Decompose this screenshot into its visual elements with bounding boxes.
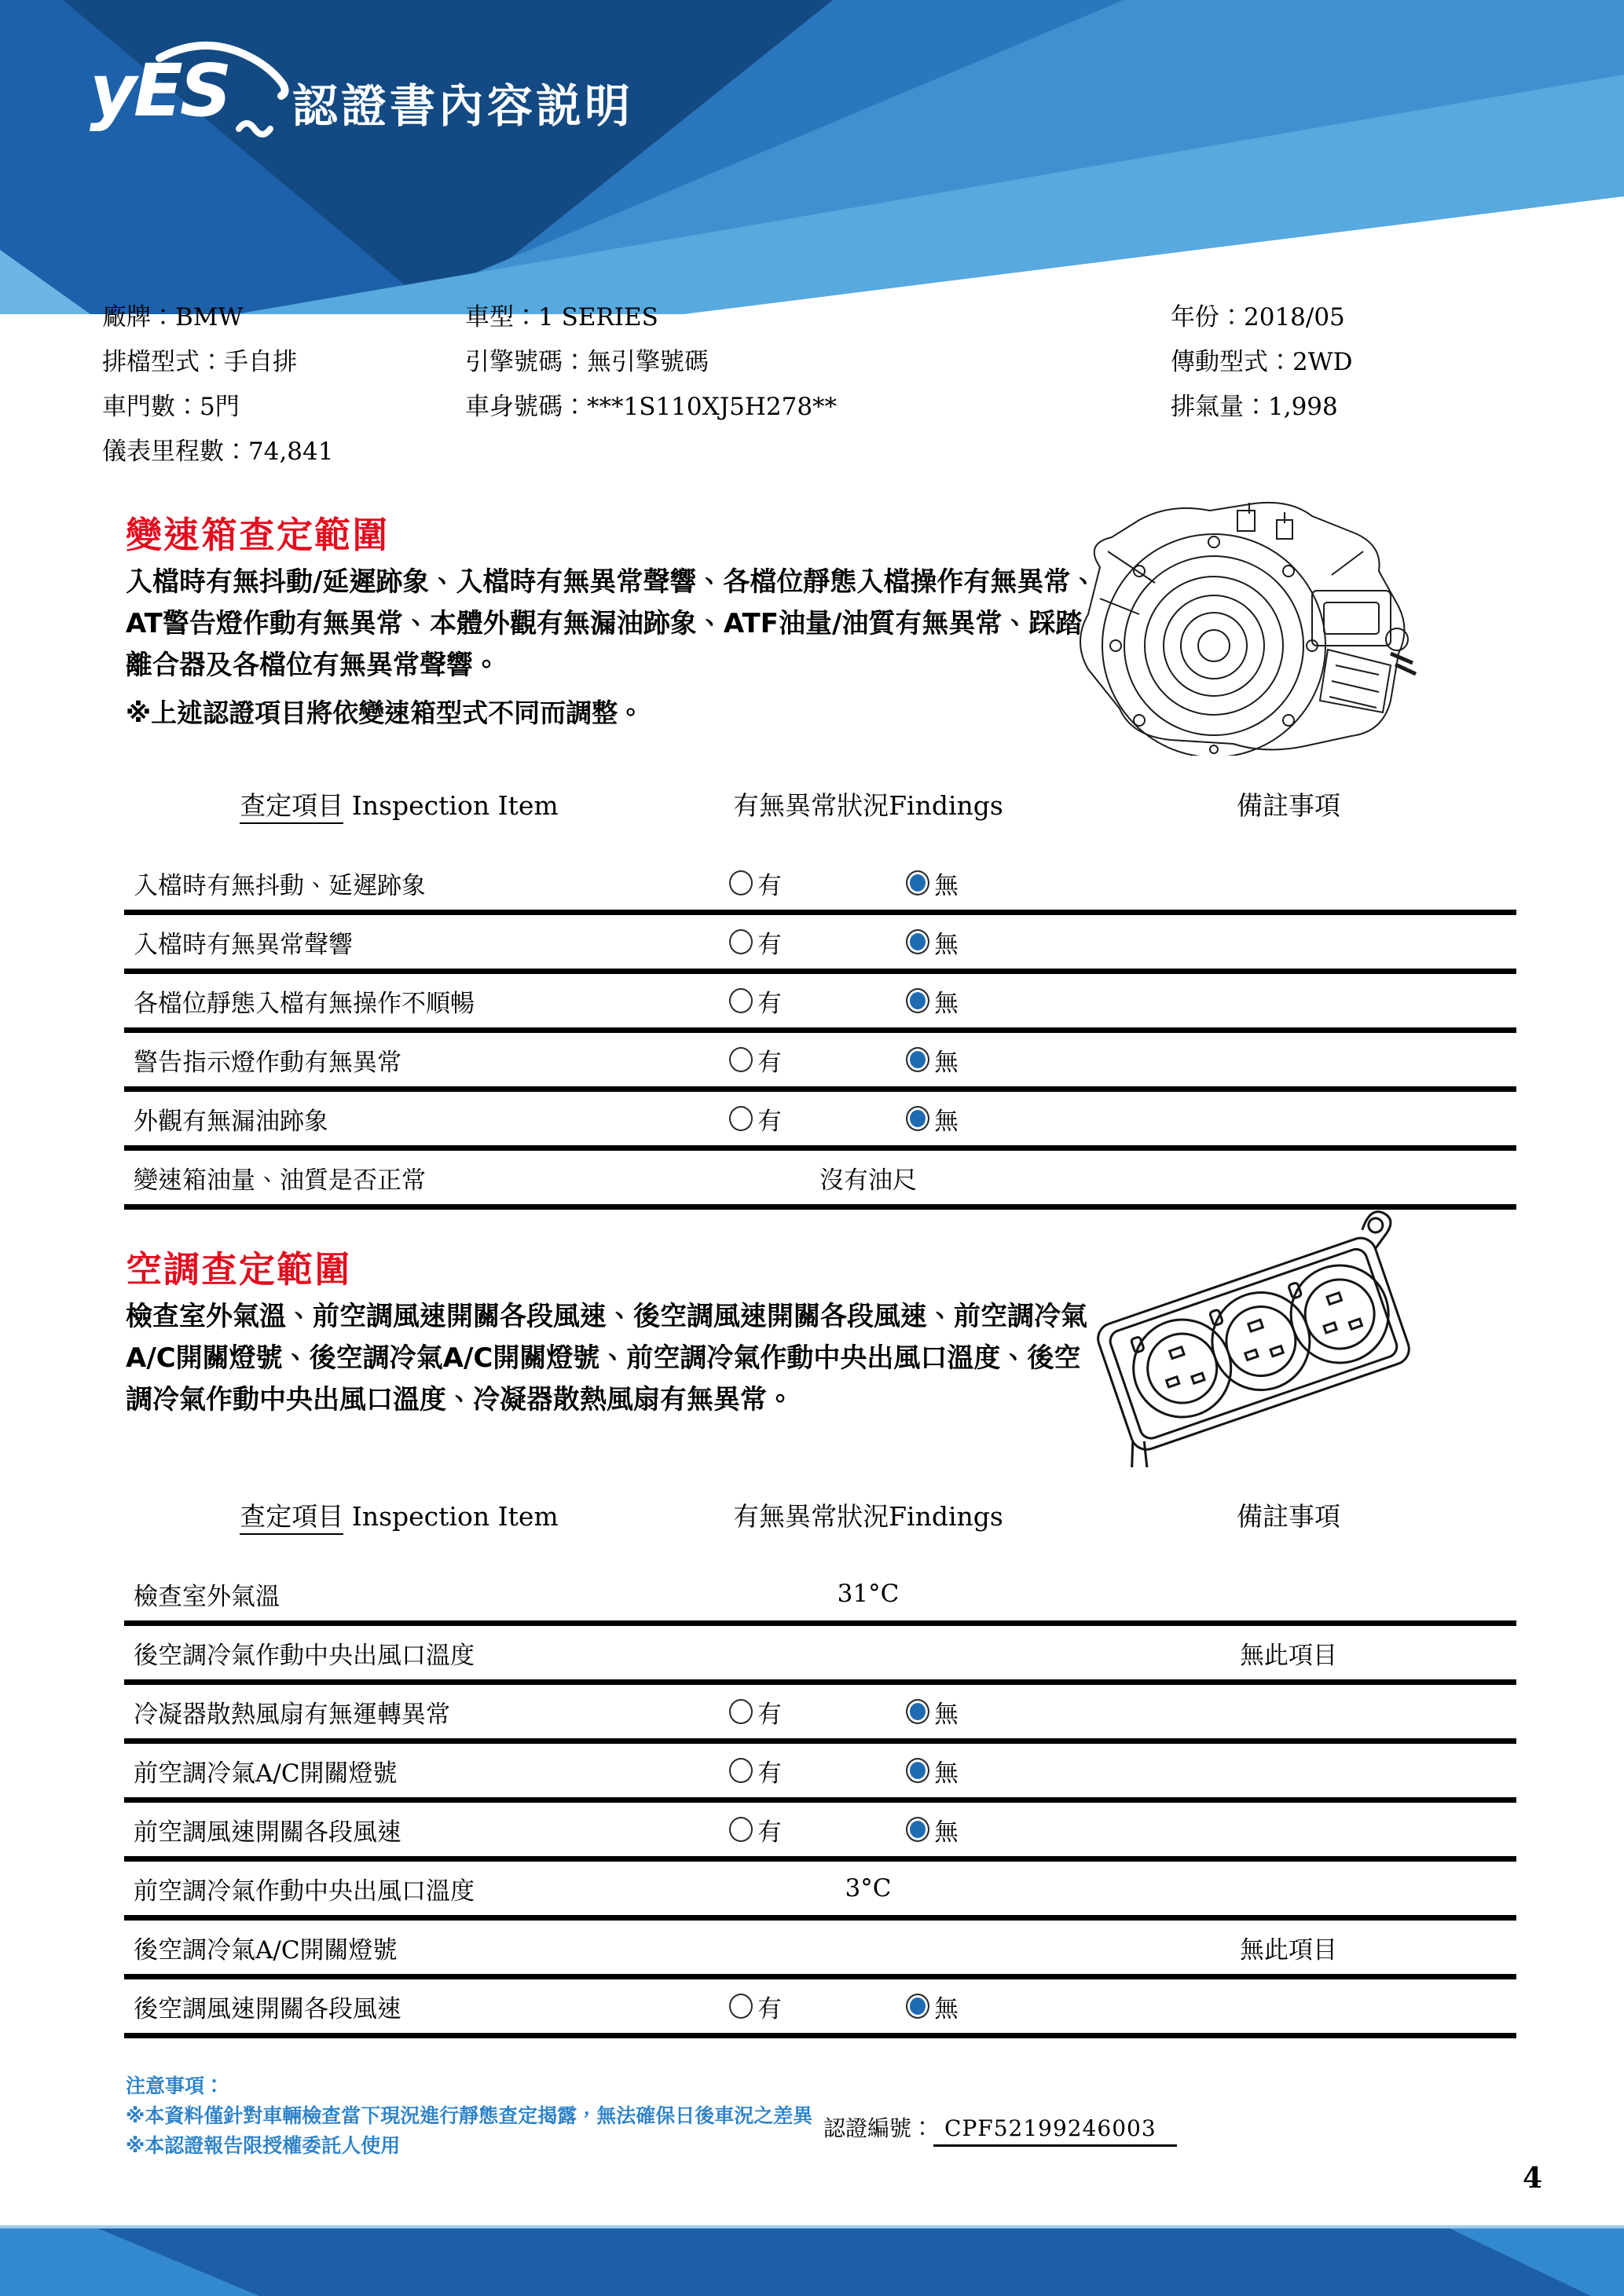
table-row <box>124 1567 1516 1626</box>
inspection-item-label: 冷凝器散熱風扇有無運轉異常 <box>134 1700 450 1729</box>
radio-none-label: 無 <box>934 1994 959 2023</box>
radio-none-label: 無 <box>934 989 959 1018</box>
findings-radio-group <box>729 1033 1083 1086</box>
column-header-findings: 有無異常狀況Findings <box>733 790 1003 821</box>
radio-none-label: 無 <box>934 1818 959 1847</box>
section-transmission-note: ※上述認證項目將依變速箱型式不同而調整。 <box>126 698 644 728</box>
page-number: 4 <box>1523 2162 1543 2195</box>
radio-none-selected[interactable] <box>906 988 929 1013</box>
certificate-number-line <box>823 2111 1177 2143</box>
column-header-findings: 有無異常狀況Findings <box>733 1501 1003 1532</box>
radio-none-label: 無 <box>934 1700 959 1729</box>
radio-has-label: 有 <box>757 1048 782 1077</box>
findings-radio-group <box>729 1744 1083 1797</box>
page-header <box>0 0 1624 314</box>
note-text: 無此項目 <box>1240 1641 1337 1670</box>
inspection-item-label: 入檔時有無抖動、延遲跡象 <box>134 871 426 900</box>
column-header-inspection-item: 查定項目 Inspection Item <box>124 1496 674 1533</box>
ac-inspection-table <box>124 1489 1516 2038</box>
finding-text: 3°C <box>845 1874 892 1902</box>
radio-none-selected[interactable] <box>906 1994 929 2019</box>
footer-band-graphic <box>0 2225 1624 2296</box>
inspection-item-label: 入檔時有無異常聲響 <box>134 930 353 959</box>
table-row <box>124 1921 1516 1979</box>
radio-has[interactable] <box>729 1106 753 1131</box>
notice-line-1: ※本資料僅針對車輛檢查當下現況進行靜態查定揭露，無法確保日後車況之差異 <box>126 2104 813 2127</box>
table-row <box>124 1685 1516 1744</box>
radio-has[interactable] <box>729 988 753 1013</box>
section-transmission-description: 入檔時有無抖動/延遲跡象、入檔時有無異常聲響、各檔位靜態入檔操作有無異常、AT警告燈作動有無異常、本體外觀有無漏油跡象、ATF油量/油質有無異常、踩踏離合器及各檔位有無異常聲響。 <box>126 566 1098 681</box>
radio-has[interactable] <box>729 1047 753 1072</box>
info-vin: 車身號碼：***1S110XJ5H278** <box>465 393 838 421</box>
finding-text: 沒有油尺 <box>819 1166 917 1195</box>
inspection-item-label: 前空調風速開關各段風速 <box>134 1818 401 1847</box>
radio-has-label: 有 <box>757 1700 782 1729</box>
radio-has-label: 有 <box>757 1759 782 1788</box>
section-transmission-heading: 變速箱查定範圍 <box>126 514 390 556</box>
inspection-item-label: 後空調冷氣A/C開關燈號 <box>134 1935 398 1965</box>
table-row <box>124 1979 1516 2038</box>
certificate-number-value: CPF52199246003 <box>933 2115 1177 2147</box>
radio-none-label: 無 <box>934 1759 959 1788</box>
yes-logo <box>85 41 297 143</box>
inspection-item-label: 外觀有無漏油跡象 <box>134 1107 328 1136</box>
radio-has-label: 有 <box>757 1107 782 1136</box>
table-row <box>124 1033 1516 1092</box>
radio-has[interactable] <box>729 1817 753 1842</box>
radio-none-selected[interactable] <box>906 870 929 895</box>
table-row <box>124 974 1516 1033</box>
table-row <box>124 856 1516 915</box>
table-row <box>124 1803 1516 1862</box>
info-gearbox-type: 排檔型式：手自排 <box>102 348 297 376</box>
findings-radio-group <box>729 856 1083 910</box>
inspection-item-label: 後空調風速開關各段風速 <box>134 1994 401 2023</box>
radio-has[interactable] <box>729 929 753 954</box>
inspection-item-label: 警告指示燈作動有無異常 <box>134 1048 401 1077</box>
inspection-item-label: 變速箱油量、油質是否正常 <box>134 1166 426 1195</box>
note-text: 無此項目 <box>1240 1935 1337 1965</box>
inspection-item-label: 各檔位靜態入檔有無操作不順暢 <box>134 989 475 1018</box>
radio-none-selected[interactable] <box>906 1106 929 1131</box>
radio-has-label: 有 <box>757 1818 782 1847</box>
radio-none-label: 無 <box>934 1048 959 1077</box>
info-doors: 車門數：5門 <box>102 393 240 421</box>
info-drivetrain: 傳動型式：2WD <box>1171 348 1353 376</box>
findings-radio-group <box>729 1979 1083 2033</box>
table-row <box>124 1744 1516 1803</box>
radio-has-label: 有 <box>757 989 782 1018</box>
findings-radio-group <box>729 1685 1083 1738</box>
page-title: 認證書內容説明 <box>292 79 634 133</box>
radio-none-selected[interactable] <box>906 1817 929 1842</box>
section-ac-description: 檢查室外氣溫、前空調風速開關各段風速、後空調風速開關各段風速、前空調冷氣A/C開關燈號、後空調冷氣A/C開關燈號、前空調冷氣作動中央出風口溫度、後空調冷氣作動中央出風口溫度、冷凝器散熱風扇有無異常。 <box>126 1301 1087 1415</box>
radio-none-selected[interactable] <box>906 1758 929 1783</box>
radio-has[interactable] <box>729 870 753 895</box>
column-header-inspection-item: 查定項目 Inspection Item <box>124 785 674 822</box>
radio-none-label: 無 <box>934 930 959 959</box>
ac-control-illustration <box>1078 1200 1424 1467</box>
findings-radio-group <box>729 1803 1083 1856</box>
column-header-notes: 備註事項 <box>1237 790 1340 821</box>
transmission-illustration <box>1053 496 1422 756</box>
inspection-item-label: 後空調冷氣作動中央出風口溫度 <box>134 1641 475 1670</box>
finding-text: 31°C <box>837 1580 900 1608</box>
radio-none-selected[interactable] <box>906 1699 929 1724</box>
findings-radio-group <box>729 915 1083 969</box>
inspection-item-label: 檢查室外氣溫 <box>134 1582 280 1611</box>
radio-none-label: 無 <box>934 1107 959 1136</box>
certificate-number-label: 認證編號： <box>823 2115 934 2141</box>
radio-has-label: 有 <box>757 1994 782 2023</box>
radio-none-selected[interactable] <box>906 1047 929 1072</box>
table-row <box>124 1626 1516 1685</box>
inspection-item-label: 前空調冷氣作動中央出風口溫度 <box>134 1877 475 1906</box>
info-year: 年份：2018/05 <box>1171 303 1345 331</box>
notice-title: 注意事項： <box>126 2074 225 2097</box>
table-row <box>124 1862 1516 1921</box>
findings-radio-group <box>729 974 1083 1027</box>
radio-has-label: 有 <box>757 871 782 900</box>
inspection-item-label: 前空調冷氣A/C開關燈號 <box>134 1759 398 1788</box>
column-header-notes: 備註事項 <box>1237 1501 1340 1532</box>
table-row <box>124 915 1516 974</box>
info-engine-no: 引擎號碼：無引擎號碼 <box>465 348 709 376</box>
transmission-inspection-table <box>124 778 1516 1210</box>
yes-logo-text: yES <box>90 49 229 133</box>
radio-has[interactable] <box>729 1699 753 1724</box>
table-header-row <box>124 1489 1516 1567</box>
info-displacement: 排氣量：1,998 <box>1171 393 1338 421</box>
car-swoosh-icon <box>85 41 297 143</box>
findings-radio-group <box>729 1092 1083 1145</box>
radio-has[interactable] <box>729 1758 753 1783</box>
table-header-row <box>124 778 1516 856</box>
radio-has[interactable] <box>729 1994 753 2019</box>
info-model: 車型：1 SERIES <box>465 303 658 331</box>
notice-line-2: ※本認證報告限授權委託人使用 <box>126 2134 401 2157</box>
footer-band <box>0 2225 1624 2296</box>
info-odometer: 儀表里程數：74,841 <box>102 438 334 466</box>
info-brand: 廠牌：BMW <box>102 303 244 331</box>
table-row <box>124 1092 1516 1151</box>
radio-none-label: 無 <box>934 871 959 900</box>
radio-has-label: 有 <box>757 930 782 959</box>
section-ac-heading: 空調查定範圍 <box>126 1248 352 1291</box>
radio-none-selected[interactable] <box>906 929 929 954</box>
